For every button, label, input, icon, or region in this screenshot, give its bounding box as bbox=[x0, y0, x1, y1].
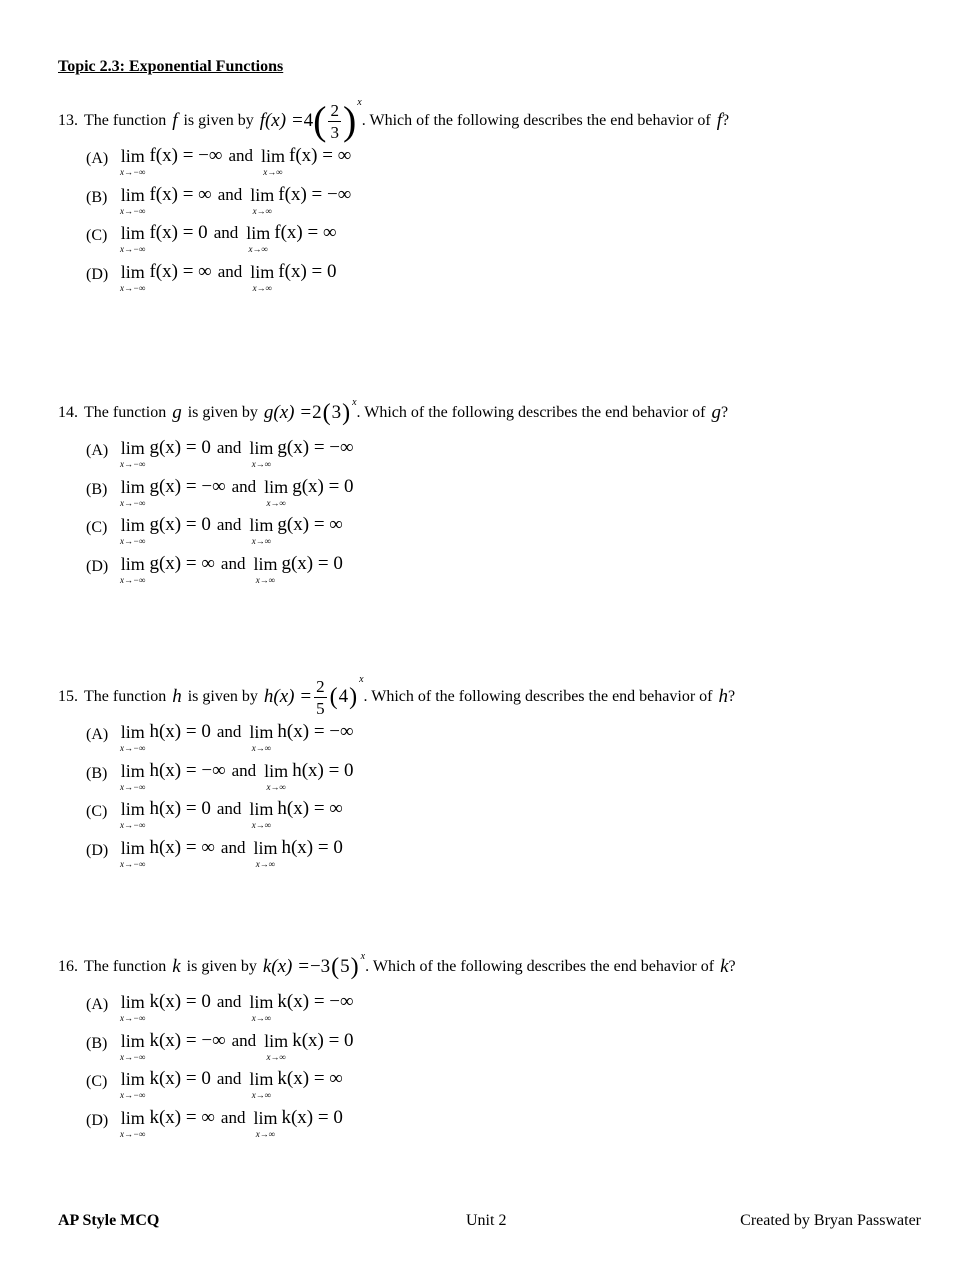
base-fraction bbox=[328, 102, 341, 141]
and-word: and bbox=[220, 1107, 246, 1127]
exponent: x bbox=[360, 951, 366, 962]
function-name: k bbox=[172, 956, 181, 977]
base-denominator: 3 bbox=[330, 122, 339, 142]
coef-denominator: 5 bbox=[316, 698, 325, 718]
choice-label: (B) bbox=[86, 480, 108, 498]
left-limit: lim x→−∞ bbox=[120, 438, 146, 469]
answer-choice-b[interactable] bbox=[86, 759, 938, 798]
left-limit: lim x→−∞ bbox=[120, 1069, 146, 1100]
and-word: and bbox=[231, 760, 257, 780]
question-stem bbox=[58, 390, 938, 436]
answer-choice-a[interactable] bbox=[86, 144, 938, 183]
and-word: and bbox=[220, 837, 246, 857]
and-word: and bbox=[216, 992, 242, 1011]
answer-choice-c[interactable] bbox=[86, 513, 938, 552]
left-limit: lim x→−∞ bbox=[120, 1107, 146, 1139]
left-limit: lim x→−∞ bbox=[120, 184, 146, 216]
left-limit-expression: k(x) = −∞ bbox=[149, 1029, 226, 1051]
function-name: h bbox=[718, 686, 728, 707]
left-limit: lim x→−∞ bbox=[120, 553, 146, 585]
left-limit: lim x→−∞ bbox=[120, 261, 146, 293]
choice-label: (C) bbox=[86, 1073, 108, 1090]
exponent: x bbox=[352, 397, 357, 408]
choice-label: (C) bbox=[86, 803, 108, 820]
answer-choice-a[interactable] bbox=[86, 990, 938, 1029]
left-limit: lim x→−∞ bbox=[120, 223, 146, 254]
answer-choice-a[interactable] bbox=[86, 436, 938, 475]
right-limit: lim x→∞ bbox=[250, 184, 275, 216]
and-word: and bbox=[216, 438, 242, 457]
stem-tail: . Which of the following describes the end behavior of bbox=[356, 404, 706, 421]
page-title: Topic 2.3: Exponential Functions bbox=[58, 58, 284, 75]
function-name: f bbox=[716, 110, 722, 131]
left-limit: lim x→−∞ bbox=[120, 146, 146, 177]
coefficient: 4 bbox=[303, 110, 314, 131]
base: 4 bbox=[338, 686, 349, 707]
question-mark: ? bbox=[720, 404, 729, 421]
coef-numerator: 2 bbox=[316, 676, 325, 696]
left-limit-expression: k(x) = ∞ bbox=[149, 1106, 215, 1128]
stem-given-by: is given by bbox=[183, 112, 254, 129]
left-limit: lim x→−∞ bbox=[120, 992, 146, 1023]
function-name: g bbox=[172, 402, 182, 423]
stem-given-by: is given by bbox=[187, 404, 258, 421]
answer-choice-d[interactable] bbox=[86, 836, 938, 875]
right-limit-expression: g(x) = −∞ bbox=[277, 437, 354, 458]
choice-label: (B) bbox=[86, 188, 108, 206]
left-limit-expression: f(x) = ∞ bbox=[149, 183, 212, 205]
answer-choice-b[interactable] bbox=[86, 183, 938, 222]
right-limit-expression: h(x) = 0 bbox=[292, 759, 354, 781]
function-name: k bbox=[720, 956, 729, 977]
footer-center: Unit 2 bbox=[466, 1212, 507, 1229]
answer-choice-c[interactable] bbox=[86, 1067, 938, 1106]
answer-choices bbox=[86, 436, 938, 590]
function-definition: g(x) = 2 ( 3 ) x bbox=[263, 397, 357, 426]
coefficient-fraction bbox=[314, 678, 327, 717]
left-limit-expression: h(x) = ∞ bbox=[149, 836, 215, 858]
function-name: f bbox=[172, 110, 178, 131]
and-word: and bbox=[216, 1069, 242, 1088]
coefficient: 2 bbox=[312, 402, 322, 423]
function-definition: f(x) = 4 ( $\frac{2}{3}$ ) x bbox=[259, 97, 362, 143]
right-limit-expression: f(x) = −∞ bbox=[278, 183, 352, 205]
left-limit: lim x→−∞ bbox=[120, 722, 146, 753]
choice-label: (A) bbox=[86, 442, 109, 459]
left-limit-expression: k(x) = 0 bbox=[149, 991, 211, 1012]
choice-label: (B) bbox=[86, 764, 108, 782]
right-limit: lim x→∞ bbox=[249, 992, 274, 1023]
right-limit: lim x→∞ bbox=[249, 1069, 274, 1100]
right-limit-expression: k(x) = −∞ bbox=[277, 991, 354, 1012]
left-limit-expression: g(x) = ∞ bbox=[149, 552, 215, 574]
right-limit-expression: f(x) = ∞ bbox=[289, 145, 352, 166]
stem-tail: . Which of the following describes the end behavior of bbox=[361, 112, 711, 129]
left-limit-expression: h(x) = −∞ bbox=[149, 759, 226, 781]
question-16 bbox=[58, 944, 938, 1144]
right-limit-expression: k(x) = 0 bbox=[292, 1029, 354, 1051]
stem-intro: The function bbox=[84, 958, 167, 975]
exponent: x bbox=[359, 673, 364, 685]
stem-given-by: is given by bbox=[186, 958, 257, 975]
left-limit-expression: g(x) = 0 bbox=[149, 514, 211, 535]
left-limit-expression: f(x) = −∞ bbox=[149, 145, 223, 166]
stem-given-by: is given by bbox=[187, 688, 258, 705]
base: 5 bbox=[340, 956, 350, 977]
question-mark: ? bbox=[727, 688, 736, 705]
footer-left: AP Style MCQ bbox=[58, 1212, 160, 1229]
left-limit: lim x→−∞ bbox=[120, 837, 146, 869]
answer-choice-d[interactable] bbox=[86, 1106, 938, 1145]
left-limit-expression: f(x) = ∞ bbox=[149, 260, 212, 282]
right-limit-expression: f(x) = ∞ bbox=[274, 222, 337, 243]
question-number: 16. bbox=[58, 958, 78, 975]
and-word: and bbox=[217, 261, 243, 281]
stem-intro: The function bbox=[84, 404, 167, 421]
exponent: x bbox=[357, 97, 362, 108]
question-number: 13. bbox=[58, 112, 78, 129]
right-limit-expression: f(x) = 0 bbox=[278, 260, 337, 282]
left-limit: lim x→−∞ bbox=[120, 1030, 146, 1062]
left-limit: lim x→−∞ bbox=[120, 760, 146, 792]
function-lhs: h(x) = bbox=[263, 686, 313, 707]
and-word: and bbox=[220, 553, 246, 573]
left-limit-expression: g(x) = 0 bbox=[149, 437, 211, 458]
right-limit: lim x→∞ bbox=[253, 553, 278, 585]
right-limit-expression: k(x) = ∞ bbox=[277, 1068, 343, 1089]
stem-intro: The function bbox=[84, 688, 167, 705]
right-limit: lim x→∞ bbox=[249, 515, 274, 546]
right-limit-expression: g(x) = 0 bbox=[292, 475, 354, 497]
left-limit: lim x→−∞ bbox=[120, 476, 146, 508]
question-15 bbox=[58, 674, 938, 874]
answer-choice-c[interactable] bbox=[86, 221, 938, 260]
answer-choice-c[interactable] bbox=[86, 797, 938, 836]
answer-choices bbox=[86, 144, 938, 298]
right-limit: lim x→∞ bbox=[264, 760, 289, 792]
left-limit-expression: h(x) = 0 bbox=[149, 798, 211, 819]
choice-label: (A) bbox=[86, 726, 109, 743]
and-word: and bbox=[216, 515, 242, 534]
answer-choice-d[interactable] bbox=[86, 552, 938, 591]
right-limit-expression: h(x) = ∞ bbox=[277, 798, 343, 819]
base-numerator: 2 bbox=[330, 100, 339, 120]
question-mark: ? bbox=[728, 958, 736, 975]
question-number: 14. bbox=[58, 404, 78, 421]
answer-choice-d[interactable] bbox=[86, 260, 938, 299]
left-limit: lim x→−∞ bbox=[120, 799, 146, 830]
left-limit-expression: h(x) = 0 bbox=[149, 721, 211, 742]
choice-label: (D) bbox=[86, 841, 109, 859]
right-limit: lim x→∞ bbox=[253, 1107, 278, 1139]
answer-choice-a[interactable] bbox=[86, 720, 938, 759]
left-limit-expression: f(x) = 0 bbox=[149, 222, 208, 243]
function-lhs: f(x) = bbox=[259, 110, 304, 131]
and-word: and bbox=[217, 184, 243, 204]
right-limit-expression: g(x) = 0 bbox=[281, 552, 343, 574]
left-limit: lim x→−∞ bbox=[120, 515, 146, 546]
and-word: and bbox=[213, 223, 239, 242]
choice-label: (D) bbox=[86, 265, 109, 283]
right-limit: lim x→∞ bbox=[264, 1030, 289, 1062]
function-name: h bbox=[172, 686, 182, 707]
right-limit: lim x→∞ bbox=[253, 837, 278, 869]
answer-choice-b[interactable] bbox=[86, 475, 938, 514]
function-name: g bbox=[711, 402, 721, 423]
answer-choices bbox=[86, 720, 938, 874]
right-limit: lim x→∞ bbox=[261, 146, 286, 177]
choice-label: (C) bbox=[86, 519, 108, 536]
and-word: and bbox=[231, 476, 257, 496]
question-14 bbox=[58, 390, 938, 590]
right-limit-expression: k(x) = 0 bbox=[281, 1106, 343, 1128]
question-stem bbox=[58, 944, 938, 990]
right-limit: lim x→∞ bbox=[264, 476, 289, 508]
choice-label: (B) bbox=[86, 1034, 108, 1052]
stem-tail: . Which of the following describes the end behavior of bbox=[363, 688, 713, 705]
choice-label: (D) bbox=[86, 1111, 109, 1129]
right-limit: lim x→∞ bbox=[249, 438, 274, 469]
left-limit-expression: k(x) = 0 bbox=[149, 1068, 211, 1089]
base: 3 bbox=[331, 402, 342, 423]
right-limit-expression: g(x) = ∞ bbox=[277, 514, 343, 535]
answer-choice-b[interactable] bbox=[86, 1029, 938, 1068]
choice-label: (D) bbox=[86, 557, 109, 575]
right-limit-expression: h(x) = 0 bbox=[281, 836, 343, 858]
stem-tail: . Which of the following describes the end behavior of bbox=[365, 958, 715, 975]
question-stem bbox=[58, 98, 938, 144]
question-number: 15. bbox=[58, 688, 78, 705]
question-mark: ? bbox=[721, 112, 730, 129]
question-13 bbox=[58, 98, 938, 298]
stem-intro: The function bbox=[84, 112, 167, 129]
right-limit: lim x→∞ bbox=[246, 223, 271, 254]
choice-label: (A) bbox=[86, 996, 109, 1013]
left-limit-expression: g(x) = −∞ bbox=[149, 475, 226, 497]
and-word: and bbox=[228, 146, 253, 165]
choice-label: (C) bbox=[86, 227, 108, 244]
right-limit: lim x→∞ bbox=[249, 799, 274, 830]
right-limit: lim x→∞ bbox=[249, 722, 274, 753]
right-limit: lim x→∞ bbox=[250, 261, 275, 293]
and-word: and bbox=[216, 722, 242, 741]
function-lhs: g(x) = bbox=[263, 402, 313, 423]
answer-choices bbox=[86, 990, 938, 1144]
function-lhs: k(x) = bbox=[262, 956, 310, 977]
question-stem bbox=[58, 674, 938, 720]
and-word: and bbox=[231, 1030, 257, 1050]
coefficient: −3 bbox=[309, 956, 331, 977]
and-word: and bbox=[216, 799, 242, 818]
function-definition: h(x) = $\frac{2}{5}$ ( 4 ) x bbox=[263, 673, 364, 718]
function-definition: k(x) = −3 ( 5 ) x bbox=[262, 951, 366, 980]
choice-label: (A) bbox=[86, 150, 109, 167]
footer-right: Created by Bryan Passwater bbox=[740, 1212, 921, 1229]
right-limit-expression: h(x) = −∞ bbox=[277, 721, 354, 742]
